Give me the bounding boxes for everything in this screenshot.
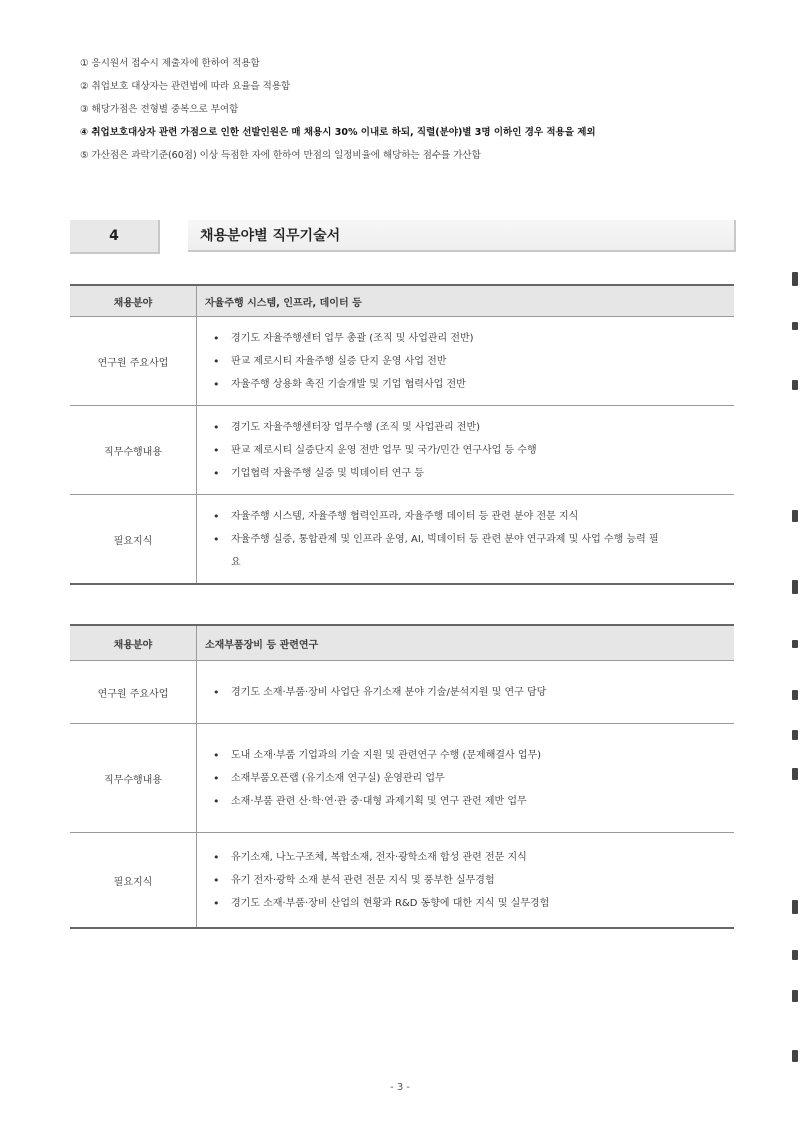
list-item: • 유기소재, 나노구조체, 복합소재, 전자·광학소재 합성 관련 전문 지식	[209, 846, 724, 869]
section-number: 4	[70, 220, 160, 254]
section-header	[70, 220, 736, 254]
edge-mark	[792, 380, 798, 390]
row-content	[197, 833, 735, 929]
table-row	[70, 317, 734, 406]
table-row	[70, 833, 734, 929]
edge-mark	[792, 990, 798, 1002]
edge-mark	[792, 950, 798, 960]
list-item: • 기업협력 자율주행 실증 및 빅데이터 연구 등	[209, 462, 724, 485]
table-header-row	[70, 285, 734, 317]
row-content	[197, 406, 735, 495]
field-value: 자율주행 시스템, 인프라, 데이터 등	[197, 285, 735, 317]
list-item: • 유기 전자·광학 소재 분석 관련 전문 지식 및 풍부한 실무경험	[209, 869, 724, 892]
field-label: 채용분야	[70, 285, 197, 317]
list-item: • 경기도 자율주행센터 업무 총괄 (조직 및 사업관리 전반)	[209, 327, 724, 350]
row-content	[197, 661, 735, 724]
row-content	[197, 724, 735, 833]
edge-mark	[792, 768, 798, 780]
notes-list	[80, 52, 740, 167]
job-description-table-materials	[70, 624, 734, 929]
note-item: ③ 해당가점은 전형별 중복으로 부여함	[80, 104, 239, 115]
edge-mark	[792, 510, 798, 522]
job-description-table-autonomous	[70, 284, 734, 585]
field-value: 소재부품장비 등 관련연구	[197, 625, 735, 661]
table-row	[70, 661, 734, 724]
table-row	[70, 406, 734, 495]
list-item: • 소재부품오픈랩 (유기소재 연구실) 운영관리 업무	[209, 767, 724, 790]
row-content	[197, 317, 735, 406]
note-item: ⑤ 가산점은 과락기준(60점) 이상 득점한 자에 한하여 만점의 일정비율에 해당하는 점수를 가산함	[80, 150, 481, 161]
edge-mark	[792, 900, 798, 914]
table-row	[70, 495, 734, 585]
edge-mark	[792, 640, 798, 648]
section-title: 채용분야별 직무기술서	[188, 220, 736, 252]
table-header-row	[70, 625, 734, 661]
list-item: • 경기도 소재·부품·장비 사업단 유기소재 분야 기술/분석지원 및 연구 담당	[209, 681, 724, 704]
edge-mark	[792, 322, 798, 330]
note-item: ① 응시원서 접수시 제출자에 한하여 적용함	[80, 58, 260, 69]
row-label: 필요지식	[70, 495, 197, 585]
edge-mark	[792, 580, 798, 594]
list-item: • 자율주행 상용화 촉진 기술개발 및 기업 협력사업 전반	[209, 373, 724, 396]
edge-scan-marks	[788, 260, 800, 1132]
list-item: • 자율주행 실증, 통합관제 및 인프라 운영, AI, 빅데이터 등 관련 분야 연구과제 및 사업 수행 능력 필요	[209, 528, 661, 574]
row-label: 직무수행내용	[70, 406, 197, 495]
page-number: - 3 -	[390, 1082, 410, 1093]
row-label: 필요지식	[70, 833, 197, 929]
list-item: • 판교 제로시티 실증단지 운영 전반 업무 및 국가/민간 연구사업 등 수행	[209, 439, 724, 462]
list-item: • 판교 제로시티 자율주행 실증 단지 운영 사업 전반	[209, 350, 724, 373]
edge-mark	[792, 272, 798, 286]
note-item: ② 취업보호 대상자는 관련법에 따라 요율을 적용함	[80, 81, 291, 92]
list-item: • 도내 소재·부품 기업과의 기술 지원 및 관련연구 수행 (문제해결사 업무)	[209, 744, 724, 767]
list-item: • 경기도 소재·부품·장비 산업의 현황과 R&D 동향에 대한 지식 및 실무경험	[209, 892, 724, 915]
list-item: • 소재·부품 관련 산·학·연·관 중·대형 과제기획 및 연구 관련 제반 업무	[209, 790, 724, 813]
edge-mark	[792, 1050, 798, 1062]
edge-mark	[792, 730, 798, 740]
list-item: • 자율주행 시스템, 자율주행 협력인프라, 자율주행 데이터 등 관련 분야 전문 지식	[209, 505, 724, 528]
table-row	[70, 724, 734, 833]
field-label: 채용분야	[70, 625, 197, 661]
row-content	[197, 495, 735, 585]
row-label: 연구원 주요사업	[70, 317, 197, 406]
edge-mark	[792, 690, 798, 700]
row-label: 직무수행내용	[70, 724, 197, 833]
row-label: 연구원 주요사업	[70, 661, 197, 724]
note-item-emphasis: ④ 취업보호대상자 관련 가점으로 인한 선발인원은 매 채용시 30% 이내로 하되, 직렬(분야)별 3명 이하인 경우 적용을 제외	[80, 127, 596, 138]
list-item: • 경기도 자율주행센터장 업무수행 (조직 및 사업관리 전반)	[209, 416, 724, 439]
